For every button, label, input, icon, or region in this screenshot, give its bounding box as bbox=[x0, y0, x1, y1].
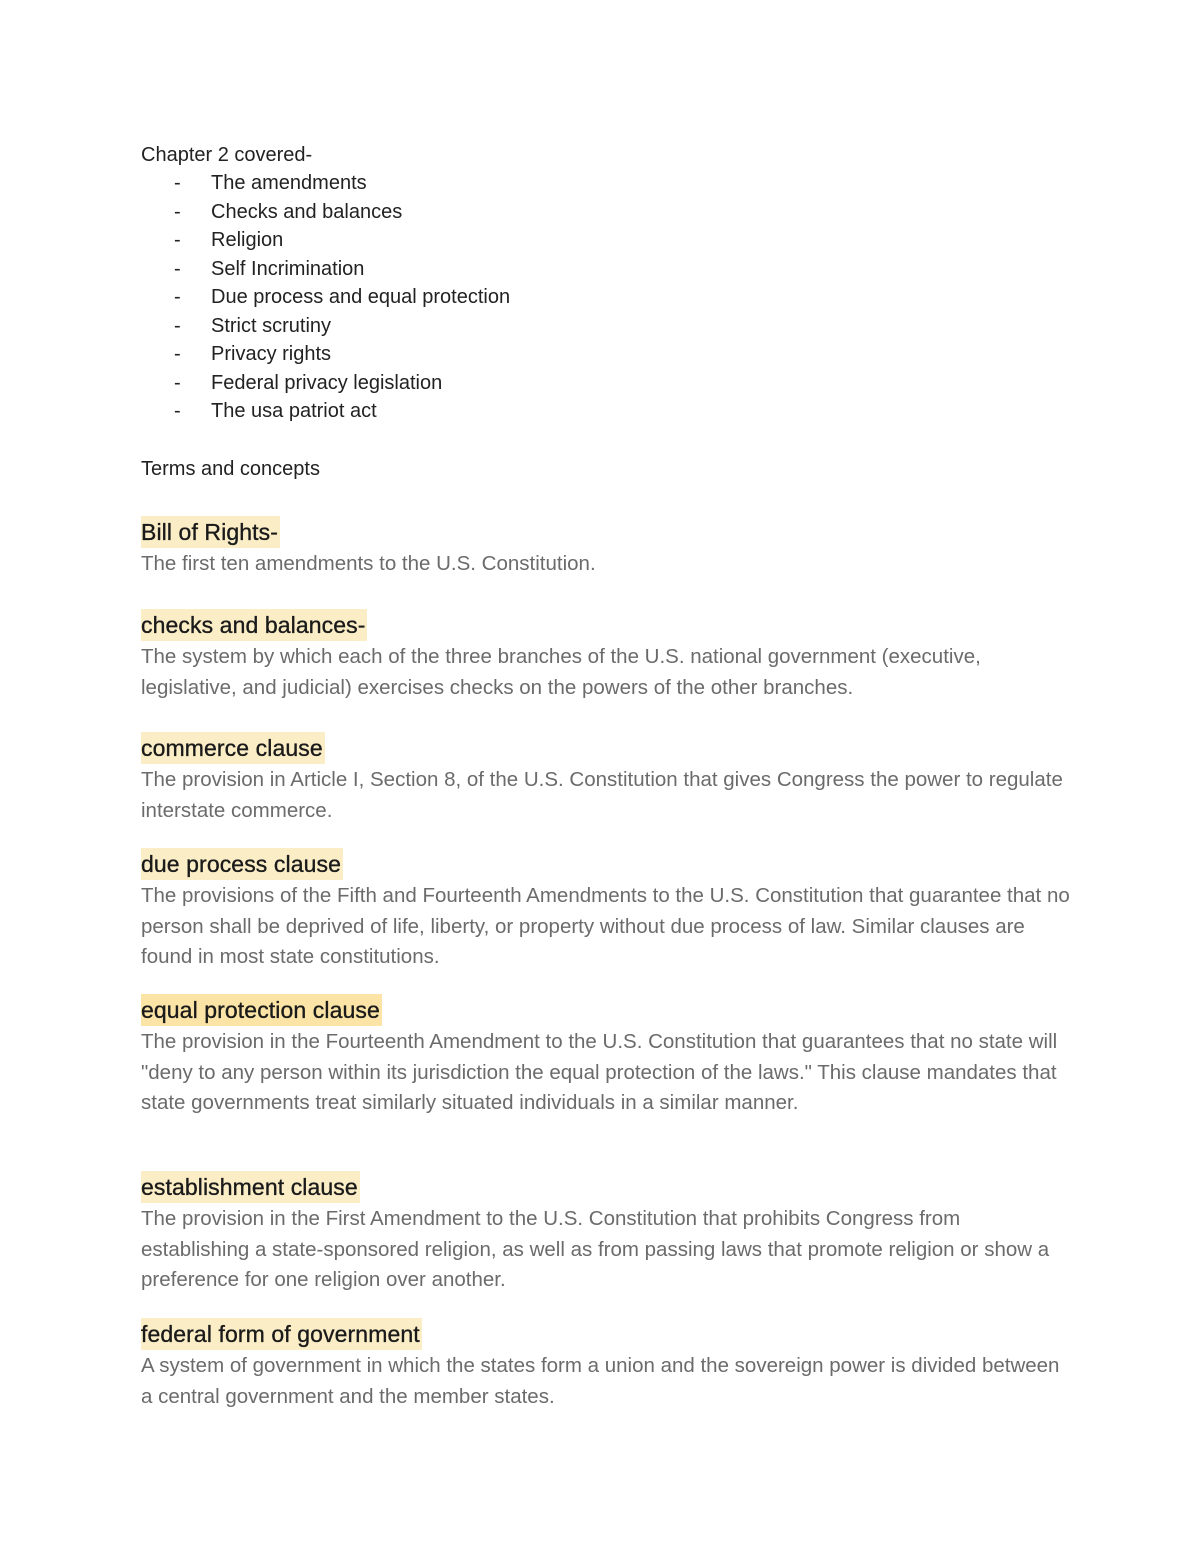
topic-text: Checks and balances bbox=[211, 200, 403, 223]
topic-text: Federal privacy legislation bbox=[211, 371, 443, 394]
term-entry bbox=[141, 516, 1071, 580]
topic-text: The amendments bbox=[211, 172, 367, 194]
term-entry bbox=[141, 732, 1071, 826]
term-definition: The provision in the First Amendment to the U.S. Constitution that prohibits Congress from establishing a state-sponsored religion, as well as from passing laws that promote religion or show a preference for one religion over another. bbox=[141, 1207, 1050, 1291]
topic-text: Self Incrimination bbox=[211, 257, 365, 280]
term-entry bbox=[141, 1171, 1071, 1296]
term-definition: A system of government in which the states form a union and the sovereign power is divided between a central government and the member states. bbox=[141, 1354, 1060, 1408]
term-title: commerce clause bbox=[141, 732, 325, 764]
term-definition: The provisions of the Fifth and Fourteenth Amendments to the U.S. Constitution that guarantee that no person shall be deprived of life, liberty, or property without due process of law. Similar clauses are found in most state constitutions. bbox=[141, 884, 1070, 968]
bullet-dash: - bbox=[174, 371, 181, 394]
term-definition: The first ten amendments to the U.S. Constitution. bbox=[141, 552, 596, 575]
term-definition: The system by which each of the three branches of the U.S. national government (executive, legislative, and judicial) exercises checks on the powers of the other branches. bbox=[141, 645, 981, 699]
term-entry bbox=[141, 609, 1071, 703]
topic-text: The usa patriot act bbox=[211, 400, 377, 422]
topic-text: Strict scrutiny bbox=[211, 314, 332, 337]
terms-heading: Terms and concepts bbox=[141, 458, 320, 480]
bullet-dash: - bbox=[174, 343, 181, 365]
term-entry bbox=[141, 848, 1071, 973]
topic-text: Religion bbox=[211, 229, 284, 251]
bullet-dash: - bbox=[174, 172, 181, 194]
term-title: establishment clause bbox=[141, 1171, 360, 1203]
term-entry bbox=[141, 1318, 1071, 1412]
chapter-intro: Chapter 2 covered- bbox=[141, 144, 313, 166]
bullet-dash: - bbox=[174, 314, 181, 337]
bullet-dash: - bbox=[174, 257, 181, 280]
term-title: due process clause bbox=[141, 848, 343, 880]
term-title: checks and balances- bbox=[141, 609, 367, 641]
bullet-dash: - bbox=[174, 229, 181, 251]
term-title: federal form of government bbox=[141, 1318, 422, 1350]
term-title: Bill of Rights- bbox=[141, 516, 280, 548]
term-title: equal protection clause bbox=[141, 994, 382, 1026]
term-definition: The provision in the Fourteenth Amendment to the U.S. Constitution that guarantees that no state will "deny to any person within its jurisdiction the equal protection of the laws." This clause mandates that state governments treat similarly situated individuals in a similar manner. bbox=[141, 1030, 1058, 1114]
term-entry bbox=[141, 994, 1071, 1119]
bullet-dash: - bbox=[174, 400, 181, 422]
topic-text: Privacy rights bbox=[211, 343, 332, 365]
term-definition: The provision in Article I, Section 8, of the U.S. Constitution that gives Congress the power to regulate interstate commerce. bbox=[141, 768, 1063, 822]
bullet-dash: - bbox=[174, 200, 181, 223]
topic-text: Due process and equal protection bbox=[211, 286, 511, 308]
bullet-dash: - bbox=[174, 286, 181, 308]
